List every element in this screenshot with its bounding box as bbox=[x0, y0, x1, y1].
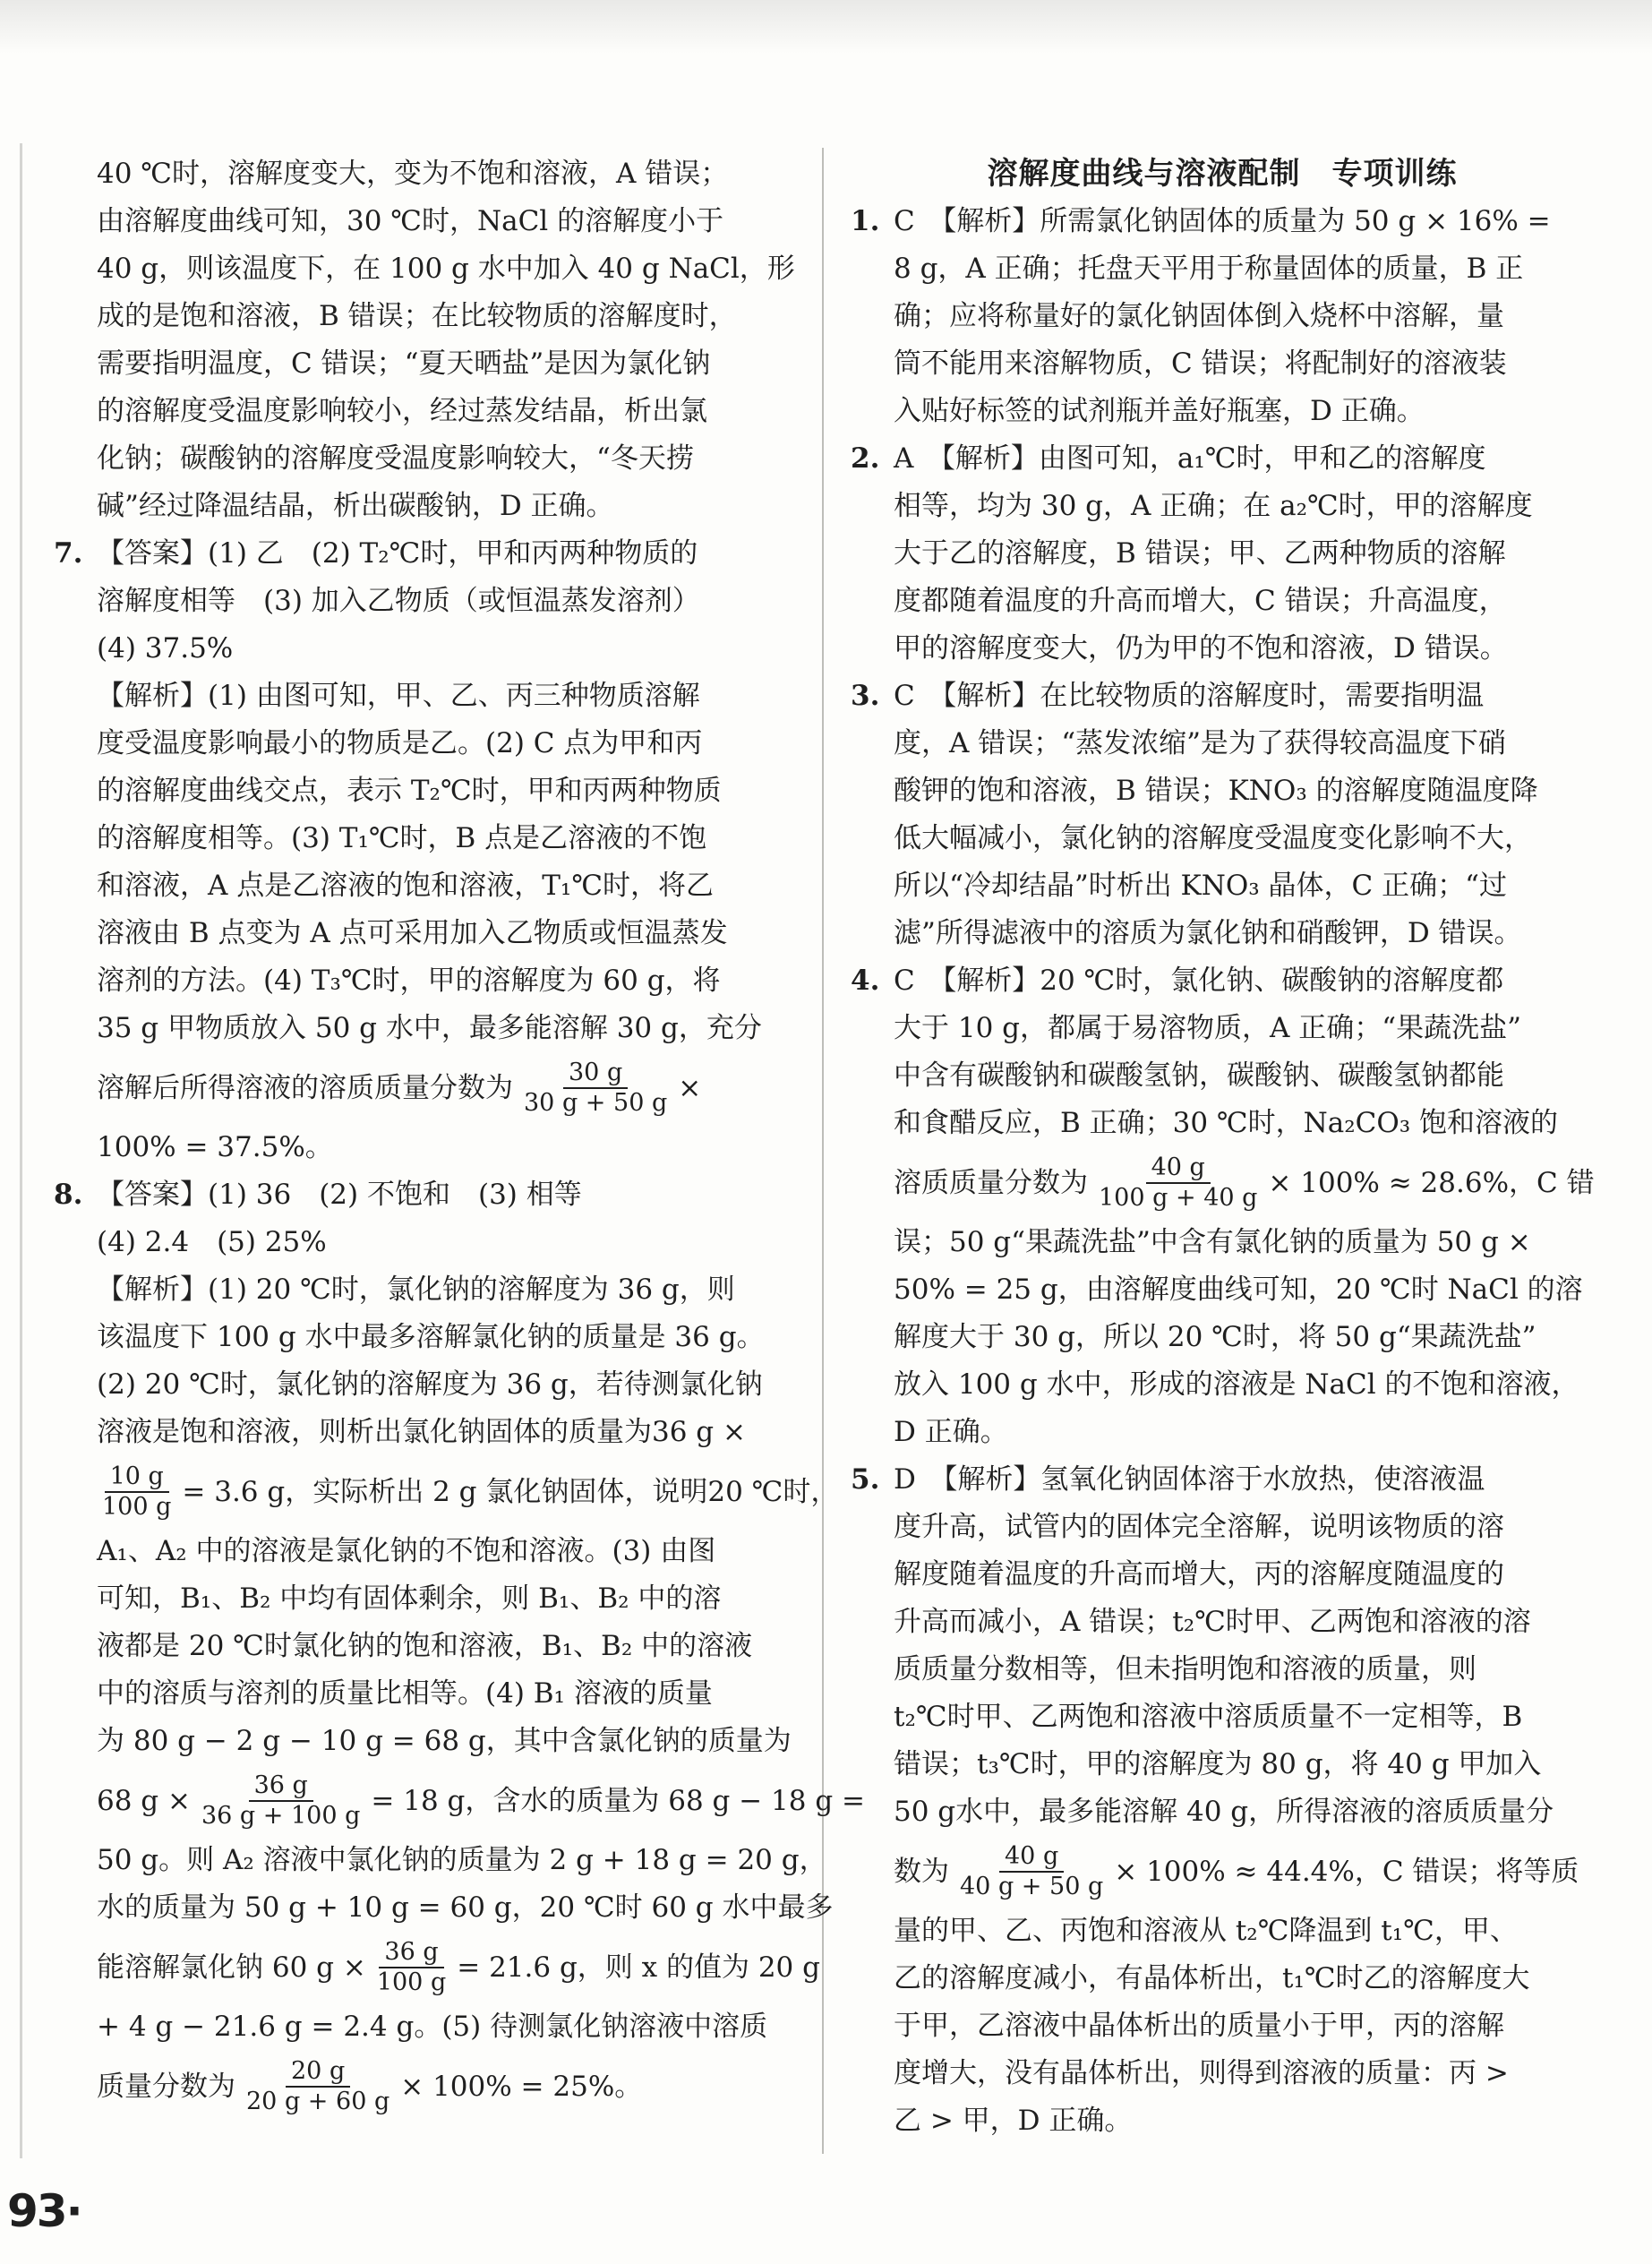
question-5-answer: 5. D 【解析】氢氧化钠固体溶于水放热，使溶液温 bbox=[851, 1456, 1594, 1504]
right-column bbox=[851, 150, 1594, 2145]
binding-edge-rule bbox=[20, 143, 22, 2158]
text-line: 量的甲、乙、丙饱和溶液从 t₂℃降温到 t₁℃，甲、 bbox=[894, 1915, 1518, 1947]
text-line: 大于 10 g，都属于易溶物质，A 正确；“果蔬洗盐” bbox=[894, 1012, 1521, 1044]
formula-line: 质量分数为 $\frac{20 g}{20 g + 60 g}$ × 100% = 25%。 bbox=[97, 2057, 643, 2115]
text-line: 甲的溶解度变大，仍为甲的不饱和溶液，D 错误。 bbox=[894, 632, 1508, 665]
fraction: $\frac{40 g}{100 g + 40 g}$ bbox=[1099, 1153, 1258, 1212]
text-line: 液都是 20 ℃时氯化钠的饱和溶液，B₁、B₂ 中的溶液 bbox=[97, 1630, 753, 1662]
text-line: 中含有碳酸钠和碳酸氢钠，碳酸钠、碳酸氢钠都能 bbox=[894, 1059, 1504, 1092]
fraction: $\frac{20 g}{20 g + 60 g}$ bbox=[246, 2057, 390, 2115]
text-line: 35 g 甲物质放入 50 g 水中，最多能溶解 30 g，充分 bbox=[97, 1012, 762, 1044]
text-line: 50% = 25 g，由溶解度曲线可知，20 ℃时 NaCl 的溶 bbox=[894, 1274, 1583, 1306]
text-line: 确；应将称量好的氯化钠固体倒入烧杯中溶解，量 bbox=[894, 300, 1504, 332]
question-7-answer: 7. 【答案】(1) 乙 (2) T₂℃时，甲和丙两种物质的 bbox=[54, 530, 797, 578]
text-line: 酸钾的饱和溶液，B 错误；KNO₃ 的溶解度随温度降 bbox=[894, 775, 1538, 807]
text-line: 化钠；碳酸钠的溶解度受温度影响较大，“冬天捞 bbox=[97, 442, 694, 475]
text-line: 中的溶质与溶剂的质量比相等。(4) B₁ 溶液的质量 bbox=[97, 1677, 713, 1710]
question-1-answer: 1. C 【解析】所需氯化钠固体的质量为 50 g × 16% = bbox=[851, 198, 1594, 245]
text-line: 的溶解度相等。(3) T₁℃时，B 点是乙溶液的不饱 bbox=[97, 822, 707, 854]
fraction: $\frac{30 g}{30 g + 50 g}$ bbox=[524, 1059, 668, 1117]
text-line: 大于乙的溶解度，B 错误；甲、乙两种物质的溶解 bbox=[894, 537, 1506, 570]
text-line: 水的质量为 50 g + 10 g = 60 g，20 ℃时 60 g 水中最多 bbox=[97, 1891, 834, 1924]
fraction: $\frac{10 g}{100 g}$ bbox=[102, 1462, 172, 1521]
text-line: 8 g，A 正确；托盘天平用于称量固体的质量，B 正 bbox=[894, 253, 1524, 285]
text-line: 升高而减小，A 错误；t₂℃时甲、乙两饱和溶液的溶 bbox=[894, 1606, 1531, 1638]
text-line: 的溶解度受温度影响较小，经过蒸发结晶，析出氯 bbox=[97, 395, 707, 427]
text-line: 50 g水中，最多能溶解 40 g，所得溶液的溶质质量分 bbox=[894, 1796, 1554, 1828]
text-line: 【解析】(1) 20 ℃时，氯化钠的溶解度为 36 g，则 bbox=[97, 1274, 735, 1306]
text-line: 溶液由 B 点变为 A 点可采用加入乙物质或恒温蒸发 bbox=[97, 917, 728, 949]
text-line: 质质量分数相等，但未指明饱和溶液的质量，则 bbox=[894, 1653, 1477, 1685]
text-line: 入贴好标签的试剂瓶并盖好瓶塞，D 正确。 bbox=[894, 395, 1425, 427]
question-8-answer: 8. 【答案】(1) 36 (2) 不饱和 (3) 相等 bbox=[54, 1171, 797, 1219]
text-line: 筒不能用来溶解物质，C 错误；将配制好的溶液装 bbox=[894, 347, 1507, 380]
section-heading: 溶解度曲线与溶液配制 专项训练 bbox=[987, 156, 1458, 192]
text-line: 成的是饱和溶液，B 错误；在比较物质的溶解度时， bbox=[97, 300, 737, 332]
text-line: (4) 37.5% bbox=[97, 632, 234, 665]
text-line: (2) 20 ℃时，氯化钠的溶解度为 36 g，若待测氯化钠 bbox=[97, 1368, 763, 1401]
text-line: 乙 > 甲，D 正确。 bbox=[894, 2105, 1133, 2137]
text-line: 40 ℃时，溶解度变大，变为不饱和溶液，A 错误； bbox=[97, 158, 729, 190]
question-2-answer: 2. A 【解析】由图可知，a₁℃时，甲和乙的溶解度 bbox=[851, 435, 1594, 483]
question-number: 1. bbox=[851, 205, 880, 237]
fraction: $\frac{36 g}{36 g + 100 g}$ bbox=[201, 1771, 361, 1830]
text-line: 可知，B₁、B₂ 中均有固体剩余，则 B₁、B₂ 中的溶 bbox=[97, 1582, 722, 1615]
text-line: 低大幅减小，氯化钠的溶解度受温度变化影响不大， bbox=[894, 822, 1532, 854]
text-line: 解度大于 30 g，所以 20 ℃时，将 50 g“果蔬洗盐” bbox=[894, 1321, 1536, 1353]
question-number: 4. bbox=[851, 965, 880, 997]
text-line: 误；50 g“果蔬洗盐”中含有氯化钠的质量为 50 g × bbox=[894, 1226, 1531, 1258]
text-line: 的溶解度曲线交点，表示 T₂℃时，甲和丙两种物质 bbox=[97, 775, 722, 807]
text-line: 和溶液，A 点是乙溶液的饱和溶液，T₁℃时，将乙 bbox=[97, 870, 715, 902]
text-line: 度增大，没有晶体析出，则得到溶液的质量：丙 > bbox=[894, 2057, 1509, 2089]
text-line: 40 g，则该温度下，在 100 g 水中加入 40 g NaCl，形 bbox=[97, 253, 795, 285]
text-line: 乙的溶解度减小，有晶体析出，t₁℃时乙的溶解度大 bbox=[894, 1962, 1530, 1994]
text-line: 放入 100 g 水中，形成的溶液是 NaCl 的不饱和溶液， bbox=[894, 1368, 1579, 1401]
formula-line: 溶质质量分数为 $\frac{40 g}{100 g + 40 g}$ × 100% ≈ 28.6%，C 错 bbox=[894, 1153, 1595, 1212]
text-line: 滤”所得滤液中的溶质为氯化钠和硝酸钾，D 错误。 bbox=[894, 917, 1522, 949]
text-line: 溶液是饱和溶液，则析出氯化钠固体的质量为36 g × bbox=[97, 1416, 746, 1448]
question-4-answer: 4. C 【解析】20 ℃时，氯化钠、碳酸钠的溶解度都 bbox=[851, 957, 1594, 1005]
formula-line: $\frac{10 g}{100 g}$ = 3.6 g，实际析出 2 g 氯化钠固体，说明20 ℃时， bbox=[54, 1456, 797, 1528]
text-line: 由溶解度曲线可知，30 ℃时，NaCl 的溶解度小于 bbox=[97, 205, 724, 237]
left-column bbox=[54, 150, 866, 2122]
text-line: 需要指明温度，C 错误；“夏天晒盐”是因为氯化钠 bbox=[97, 347, 711, 380]
text-line: 溶解度相等 (3) 加入乙物质（或恒温蒸发溶剂） bbox=[97, 585, 700, 617]
text-line: 100% = 37.5%。 bbox=[97, 1131, 333, 1163]
text-line: 所以“冷却结晶”时析出 KNO₃ 晶体，C 正确；“过 bbox=[894, 870, 1507, 902]
question-3-answer: 3. C 【解析】在比较物质的溶解度时，需要指明温 bbox=[851, 673, 1594, 720]
text-line: 相等，均为 30 g，A 正确；在 a₂℃时，甲的溶解度 bbox=[894, 490, 1533, 522]
question-number: 8. bbox=[54, 1179, 83, 1211]
formula-line: 数为 $\frac{40 g}{40 g + 50 g}$ × 100% ≈ 44.4%，C 错误；将等质 bbox=[894, 1842, 1579, 1900]
text-line: 度都随着温度的升高而增大，C 错误；升高温度， bbox=[894, 585, 1507, 617]
text-line: A₁、A₂ 中的溶液是氯化钠的不饱和溶液。(3) 由图 bbox=[97, 1535, 716, 1567]
text-line: 错误；t₃℃时，甲的溶解度为 80 g，将 40 g 甲加入 bbox=[894, 1748, 1542, 1780]
text-line: D 正确。 bbox=[894, 1416, 1008, 1448]
text-line: 于甲，乙溶液中晶体析出的质量小于甲，丙的溶解 bbox=[894, 2010, 1504, 2042]
formula-line: 溶解后所得溶液的溶质质量分数为 $\frac{30 g}{30 g + 50 g}$ × bbox=[97, 1059, 702, 1117]
text-line: 度受温度影响最小的物质是乙。(2) C 点为甲和丙 bbox=[97, 727, 703, 759]
text-line: t₂℃时甲、乙两饱和溶液中溶质质量不一定相等，B bbox=[894, 1701, 1523, 1733]
formula-line: 能溶解氯化钠 60 g × $\frac{36 g}{100 g}$ = 21.6 g，则 x 的值为 20 g bbox=[97, 1938, 820, 1996]
text-line: 该温度下 100 g 水中最多溶解氯化钠的质量是 36 g。 bbox=[97, 1321, 765, 1353]
page-number: 93· bbox=[7, 2185, 81, 2237]
text-line: 和食醋反应，B 正确；30 ℃时，Na₂CO₃ 饱和溶液的 bbox=[894, 1107, 1559, 1139]
text-line: 50 g。则 A₂ 溶液中氯化钠的质量为 2 g + 18 g = 20 g， bbox=[97, 1844, 827, 1876]
fraction: $\frac{36 g}{100 g}$ bbox=[376, 1938, 447, 1996]
question-number: 7. bbox=[54, 537, 83, 570]
question-number: 3. bbox=[851, 680, 880, 712]
text-line: (4) 2.4 (5) 25% bbox=[97, 1226, 327, 1258]
page-top-shadow bbox=[0, 0, 1652, 54]
text-line: 度，A 错误；“蒸发浓缩”是为了获得较高温度下硝 bbox=[894, 727, 1506, 759]
text-line: 为 80 g − 2 g − 10 g = 68 g，其中含氯化钠的质量为 bbox=[97, 1725, 792, 1757]
text-line: + 4 g − 21.6 g = 2.4 g。(5) 待测氯化钠溶液中溶质 bbox=[97, 2011, 768, 2043]
formula-line: 68 g × $\frac{36 g}{36 g + 100 g}$ = 18 g，含水的质量为 68 g − 18 g = bbox=[97, 1771, 866, 1830]
fraction: $\frac{40 g}{40 g + 50 g}$ bbox=[960, 1842, 1104, 1900]
question-number: 5. bbox=[851, 1463, 880, 1496]
text-line: 度升高，试管内的固体完全溶解，说明该物质的溶 bbox=[894, 1511, 1504, 1543]
text-line: 【解析】(1) 由图可知，甲、乙、丙三种物质溶解 bbox=[97, 680, 700, 712]
text-line: 解度随着温度的升高而增大，丙的溶解度随温度的 bbox=[894, 1558, 1504, 1591]
text-line: 溶剂的方法。(4) T₃℃时，甲的溶解度为 60 g，将 bbox=[97, 965, 721, 997]
text-line: 碱”经过降温结晶，析出碳酸钠，D 正确。 bbox=[97, 490, 614, 522]
question-number: 2. bbox=[851, 442, 880, 475]
